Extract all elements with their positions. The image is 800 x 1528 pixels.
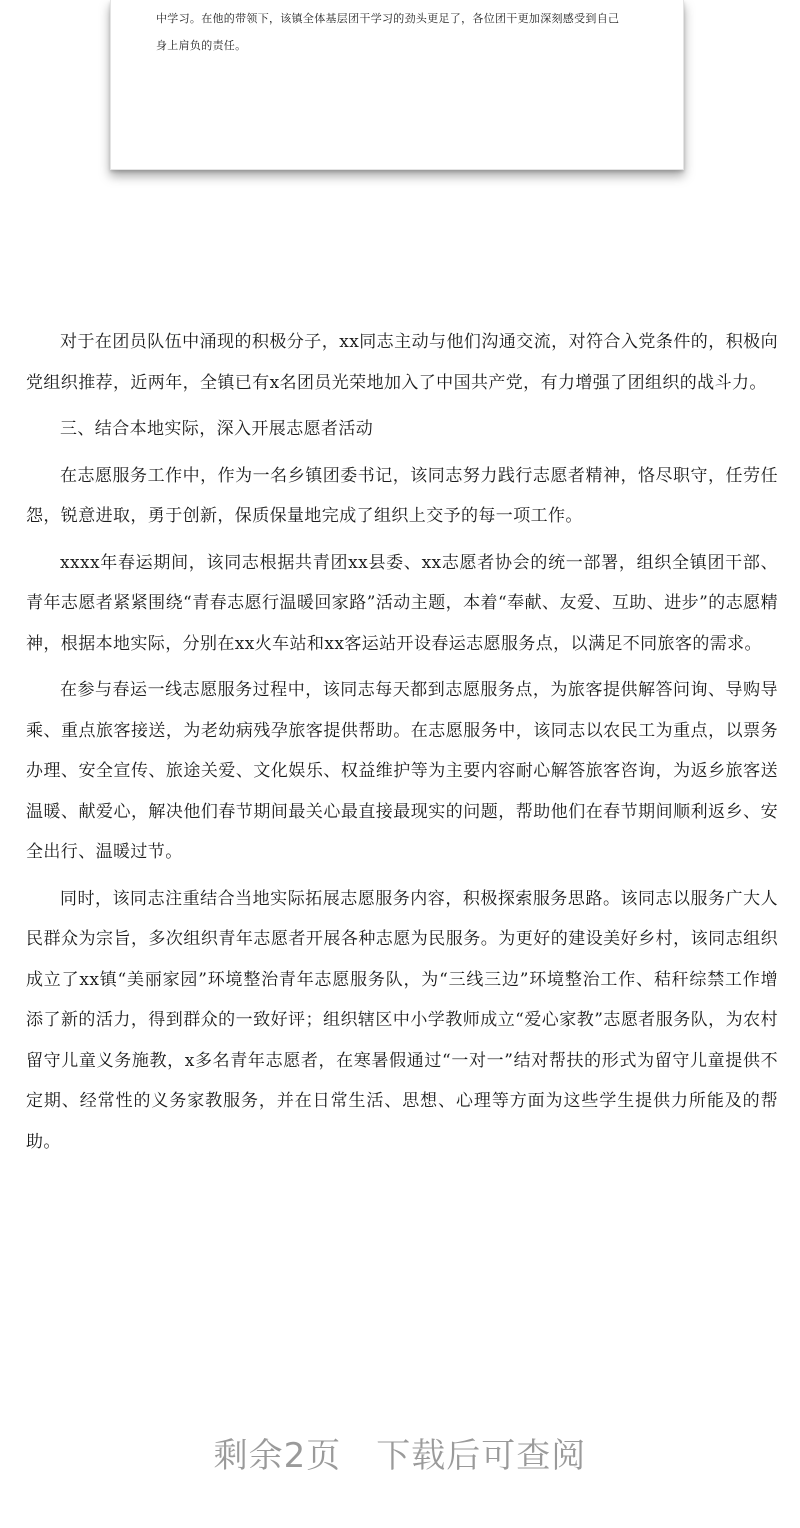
- section-heading: 三、结合本地实际，深入开展志愿者活动: [60, 419, 374, 439]
- paragraph: 在参与春运一线志愿服务过程中，该同志每天都到志愿服务点，为旅客提供解答问询、导购导乘、重点旅客接送，为老幼病残孕旅客提供帮助。在志愿服务中，该同志以农民工为重点，以票务办理、安全宣传、旅途关爱、文化娱乐、权益维护等为主要内容耐心解答旅客咨询，为返乡旅客送温暖、献爱心，解决他们春节期间最关心最直接最现实的问题，帮助他们在春节期间顺利返乡、安全出行、温暖过节。: [26, 680, 778, 862]
- paragraph: 在志愿服务工作中，作为一名乡镇团委书记，该同志努力践行志愿者精神，恪尽职守，任劳任怨，锐意进取，勇于创新，保质保量地完成了组织上交予的每一项工作。: [26, 465, 778, 526]
- paragraph: 对于在团员队伍中涌现的积极分子，xx同志主动与他们沟通交流，对符合入党条件的，积极向党组织推荐，近两年，全镇已有x名团员光荣地加入了中国共产党，有力增强了团组织的战斗力。: [26, 332, 778, 393]
- preview-text-line: 身上肩负的责任。: [156, 39, 247, 52]
- paragraph: xxxx年春运期间，该同志根据共青团xx县委、xx志愿者协会的统一部署，组织全镇团干部、青年志愿者紧紧围绕“青春志愿行温暖回家路”活动主题，本着“奉献、友爱、互助、进步”的志愿精神，根据本地实际，分别在xx火车站和xx客运站开设春运志愿服务点，以满足不同旅客的需求。: [26, 552, 778, 654]
- previous-page-preview: [110, 0, 684, 170]
- remaining-pages-notice[interactable]: 剩余2页 下载后可查阅: [213, 1436, 587, 1476]
- paragraph: 同时，该同志注重结合当地实际拓展志愿服务内容，积极探索服务思路。该同志以服务广大人民群众为宗旨，多次组织青年志愿者开展各种志愿为民服务。为更好的建设美好乡村，该同志组织成立了xx镇“美丽家园”环境整治青年志愿服务队，为“三线三边”环境整治工作、秸秆综禁工作增添了新的活力，得到群众的一致好评；组织辖区中小学教师成立“爱心家教”志愿者服务队，为农村留守儿童义务施教，x多名青年志愿者，在寒暑假通过“一对一”结对帮扶的形式为留守儿童提供不定期、经常性的义务家教服务，并在日常生活、思想、心理等方面为这些学生提供力所能及的帮助。: [26, 888, 778, 1152]
- document-body: [26, 322, 778, 1162]
- preview-text-line: 中学习。在他的带领下，该镇全体基层团干学习的劲头更足了，各位团干更加深刻感受到自己: [156, 12, 620, 25]
